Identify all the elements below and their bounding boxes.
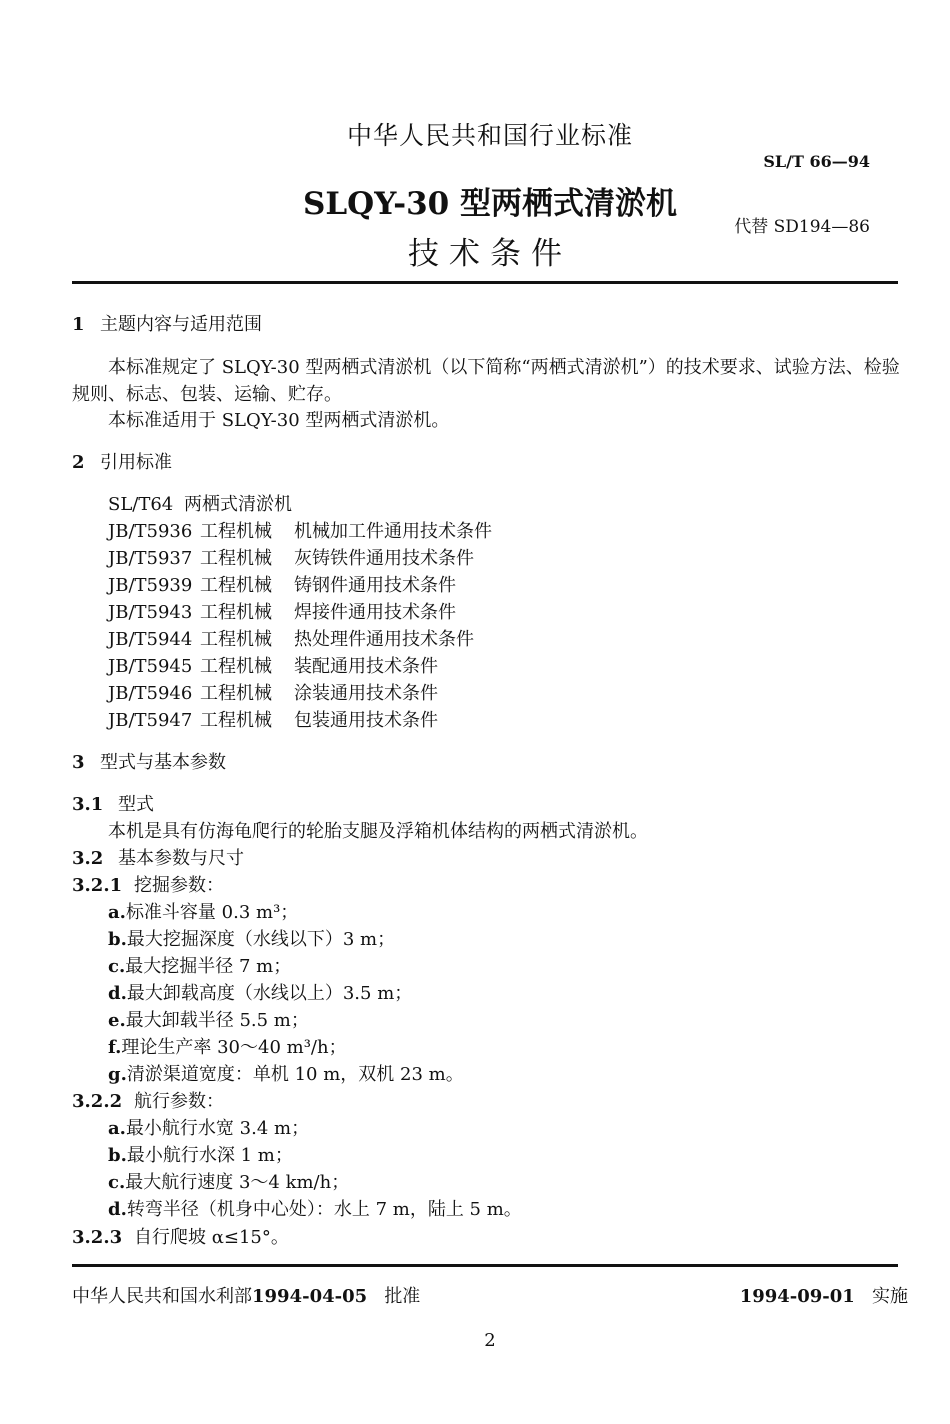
item-letter: a. (108, 902, 126, 923)
reference-category: 工程机械 (200, 683, 272, 704)
reference-item (108, 600, 456, 626)
list-item (108, 1008, 309, 1034)
approval-line (72, 1282, 420, 1308)
list-item (108, 954, 291, 980)
item-text: 最大航行速度 3～4 km/h； (125, 1172, 350, 1193)
section-title: 基本参数与尺寸 (118, 848, 244, 869)
item-letter: b. (108, 929, 127, 950)
reference-item (108, 708, 438, 734)
section-number: 3.1 (72, 794, 104, 815)
item-letter: c. (108, 956, 126, 977)
section-number: 2 (72, 452, 85, 473)
list-item (108, 1143, 293, 1169)
section-2-heading (72, 450, 172, 476)
section-1-heading (72, 312, 262, 338)
document-sub-title: 技术条件 (408, 236, 572, 272)
reference-title: 灰铸铁件通用技术条件 (294, 548, 474, 569)
replaces-standard: 代替 SD194—86 (734, 217, 870, 237)
section-title: 主题内容与适用范围 (100, 314, 262, 335)
reference-category: 工程机械 (200, 710, 272, 731)
item-text: 理论生产率 30～40 m³/h； (121, 1037, 347, 1058)
section-3-1-heading (72, 792, 154, 818)
section-1-paragraph-2: 本标准适用于 SLQY-30 型两栖式清淤机。 (108, 410, 450, 431)
section-title: 型式与基本参数 (100, 752, 226, 773)
reference-code: JB/T5944 (108, 629, 193, 650)
section-3-2-3-heading (72, 1225, 289, 1251)
effective-line (740, 1282, 908, 1308)
reference-item (108, 492, 292, 518)
item-letter: d. (108, 983, 127, 1004)
reference-category: 工程机械 (200, 656, 272, 677)
item-text: 最大卸载半径 5.5 m； (125, 1010, 309, 1031)
list-item (108, 1116, 309, 1142)
section-number: 3.2.2 (72, 1091, 123, 1112)
section-number: 3.2.3 (72, 1227, 123, 1248)
section-3-heading (72, 750, 226, 776)
reference-code: JB/T5947 (108, 710, 193, 731)
document-main-title: SLQY-30 型两栖式清淤机 (303, 186, 677, 222)
item-text: 最大挖掘深度（水线以下）3 m； (126, 929, 396, 950)
item-text: 标准斗容量 0.3 m³； (125, 902, 299, 923)
section-3-2-heading (72, 846, 244, 872)
reference-code: JB/T5937 (108, 548, 193, 569)
item-text: 清淤渠道宽度：单机 10 m，双机 23 m。 (126, 1064, 464, 1085)
reference-category: 工程机械 (200, 521, 272, 542)
reference-category: 工程机械 (200, 548, 272, 569)
standard-code: SL/T 66—94 (763, 152, 870, 171)
item-letter: d. (108, 1199, 127, 1220)
section-title: 航行参数： (134, 1091, 224, 1112)
reference-title: 包装通用技术条件 (294, 710, 438, 731)
section-3-2-1-heading (72, 873, 224, 899)
reference-code: JB/T5939 (108, 575, 193, 596)
approval-date: 1994-04-05 (252, 1286, 368, 1307)
reference-title: 热处理件通用技术条件 (294, 629, 474, 650)
item-letter: f. (108, 1037, 122, 1058)
reference-title: 铸钢件通用技术条件 (294, 575, 456, 596)
reference-code: JB/T5945 (108, 656, 193, 677)
list-item (108, 1062, 464, 1088)
list-item (108, 981, 412, 1007)
reference-code: JB/T5943 (108, 602, 193, 623)
reference-item (108, 546, 474, 572)
section-number: 1 (72, 314, 85, 335)
list-item (108, 927, 395, 953)
item-text: 最小航行水宽 3.4 m； (125, 1118, 310, 1139)
reference-code: SL/T64 (108, 494, 174, 515)
section-3-2-2-heading (72, 1089, 224, 1115)
list-item (108, 1197, 522, 1223)
item-text: 最大卸载高度（水线以上）3.5 m； (126, 983, 413, 1004)
reference-title: 机械加工件通用技术条件 (294, 521, 492, 542)
reference-title: 焊接件通用技术条件 (294, 602, 456, 623)
reference-title: 装配通用技术条件 (294, 656, 438, 677)
item-letter: e. (108, 1010, 126, 1031)
item-letter: a. (108, 1118, 126, 1139)
reference-item (108, 654, 438, 680)
header-divider (72, 281, 898, 284)
reference-code: JB/T5946 (108, 683, 193, 704)
list-item (108, 900, 298, 926)
standard-category-title: 中华人民共和国行业标准 (346, 121, 633, 150)
reference-item (108, 519, 492, 545)
section-title: 挖掘参数： (134, 875, 224, 896)
reference-item (108, 681, 438, 707)
effective-label: 实施 (872, 1286, 908, 1307)
item-text: 最小航行水深 1 m； (126, 1145, 293, 1166)
section-number: 3.2 (72, 848, 104, 869)
footer-divider (72, 1264, 898, 1267)
reference-item (108, 627, 474, 653)
reference-category: 工程机械 (200, 629, 272, 650)
item-text: 最大挖掘半径 7 m； (125, 956, 292, 977)
section-3-1-text: 本机是具有仿海龟爬行的轮胎支腿及浮箱机体结构的两栖式清淤机。 (108, 821, 648, 842)
reference-category: 工程机械 (200, 602, 272, 623)
reference-title: 两栖式清淤机 (184, 494, 292, 515)
list-item (108, 1035, 347, 1061)
list-item (108, 1170, 349, 1196)
page-number: 2 (484, 1330, 496, 1351)
section-1-paragraph-1: 本标准规定了 SLQY-30 型两栖式清淤机（以下简称“两栖式清淤机”）的技术要求、试验方法、检验规则、标志、包装、运输、贮存。 (72, 357, 900, 405)
reference-category: 工程机械 (200, 575, 272, 596)
item-text: 转弯半径（机身中心处）：水上 7 m，陆上 5 m。 (126, 1199, 522, 1220)
reference-title: 涂装通用技术条件 (294, 683, 438, 704)
section-number: 3 (72, 752, 85, 773)
section-title: 自行爬坡 α≤15°。 (134, 1227, 289, 1248)
section-title: 型式 (118, 794, 154, 815)
section-title: 引用标准 (100, 452, 172, 473)
item-letter: c. (108, 1172, 126, 1193)
section-number: 3.2.1 (72, 875, 123, 896)
effective-date: 1994-09-01 (739, 1286, 855, 1307)
approval-label: 批准 (384, 1286, 421, 1307)
reference-code: JB/T5936 (108, 521, 193, 542)
approver: 中华人民共和国水利部 (72, 1286, 252, 1307)
item-letter: g. (108, 1064, 127, 1085)
item-letter: b. (108, 1145, 127, 1166)
reference-item (108, 573, 456, 599)
